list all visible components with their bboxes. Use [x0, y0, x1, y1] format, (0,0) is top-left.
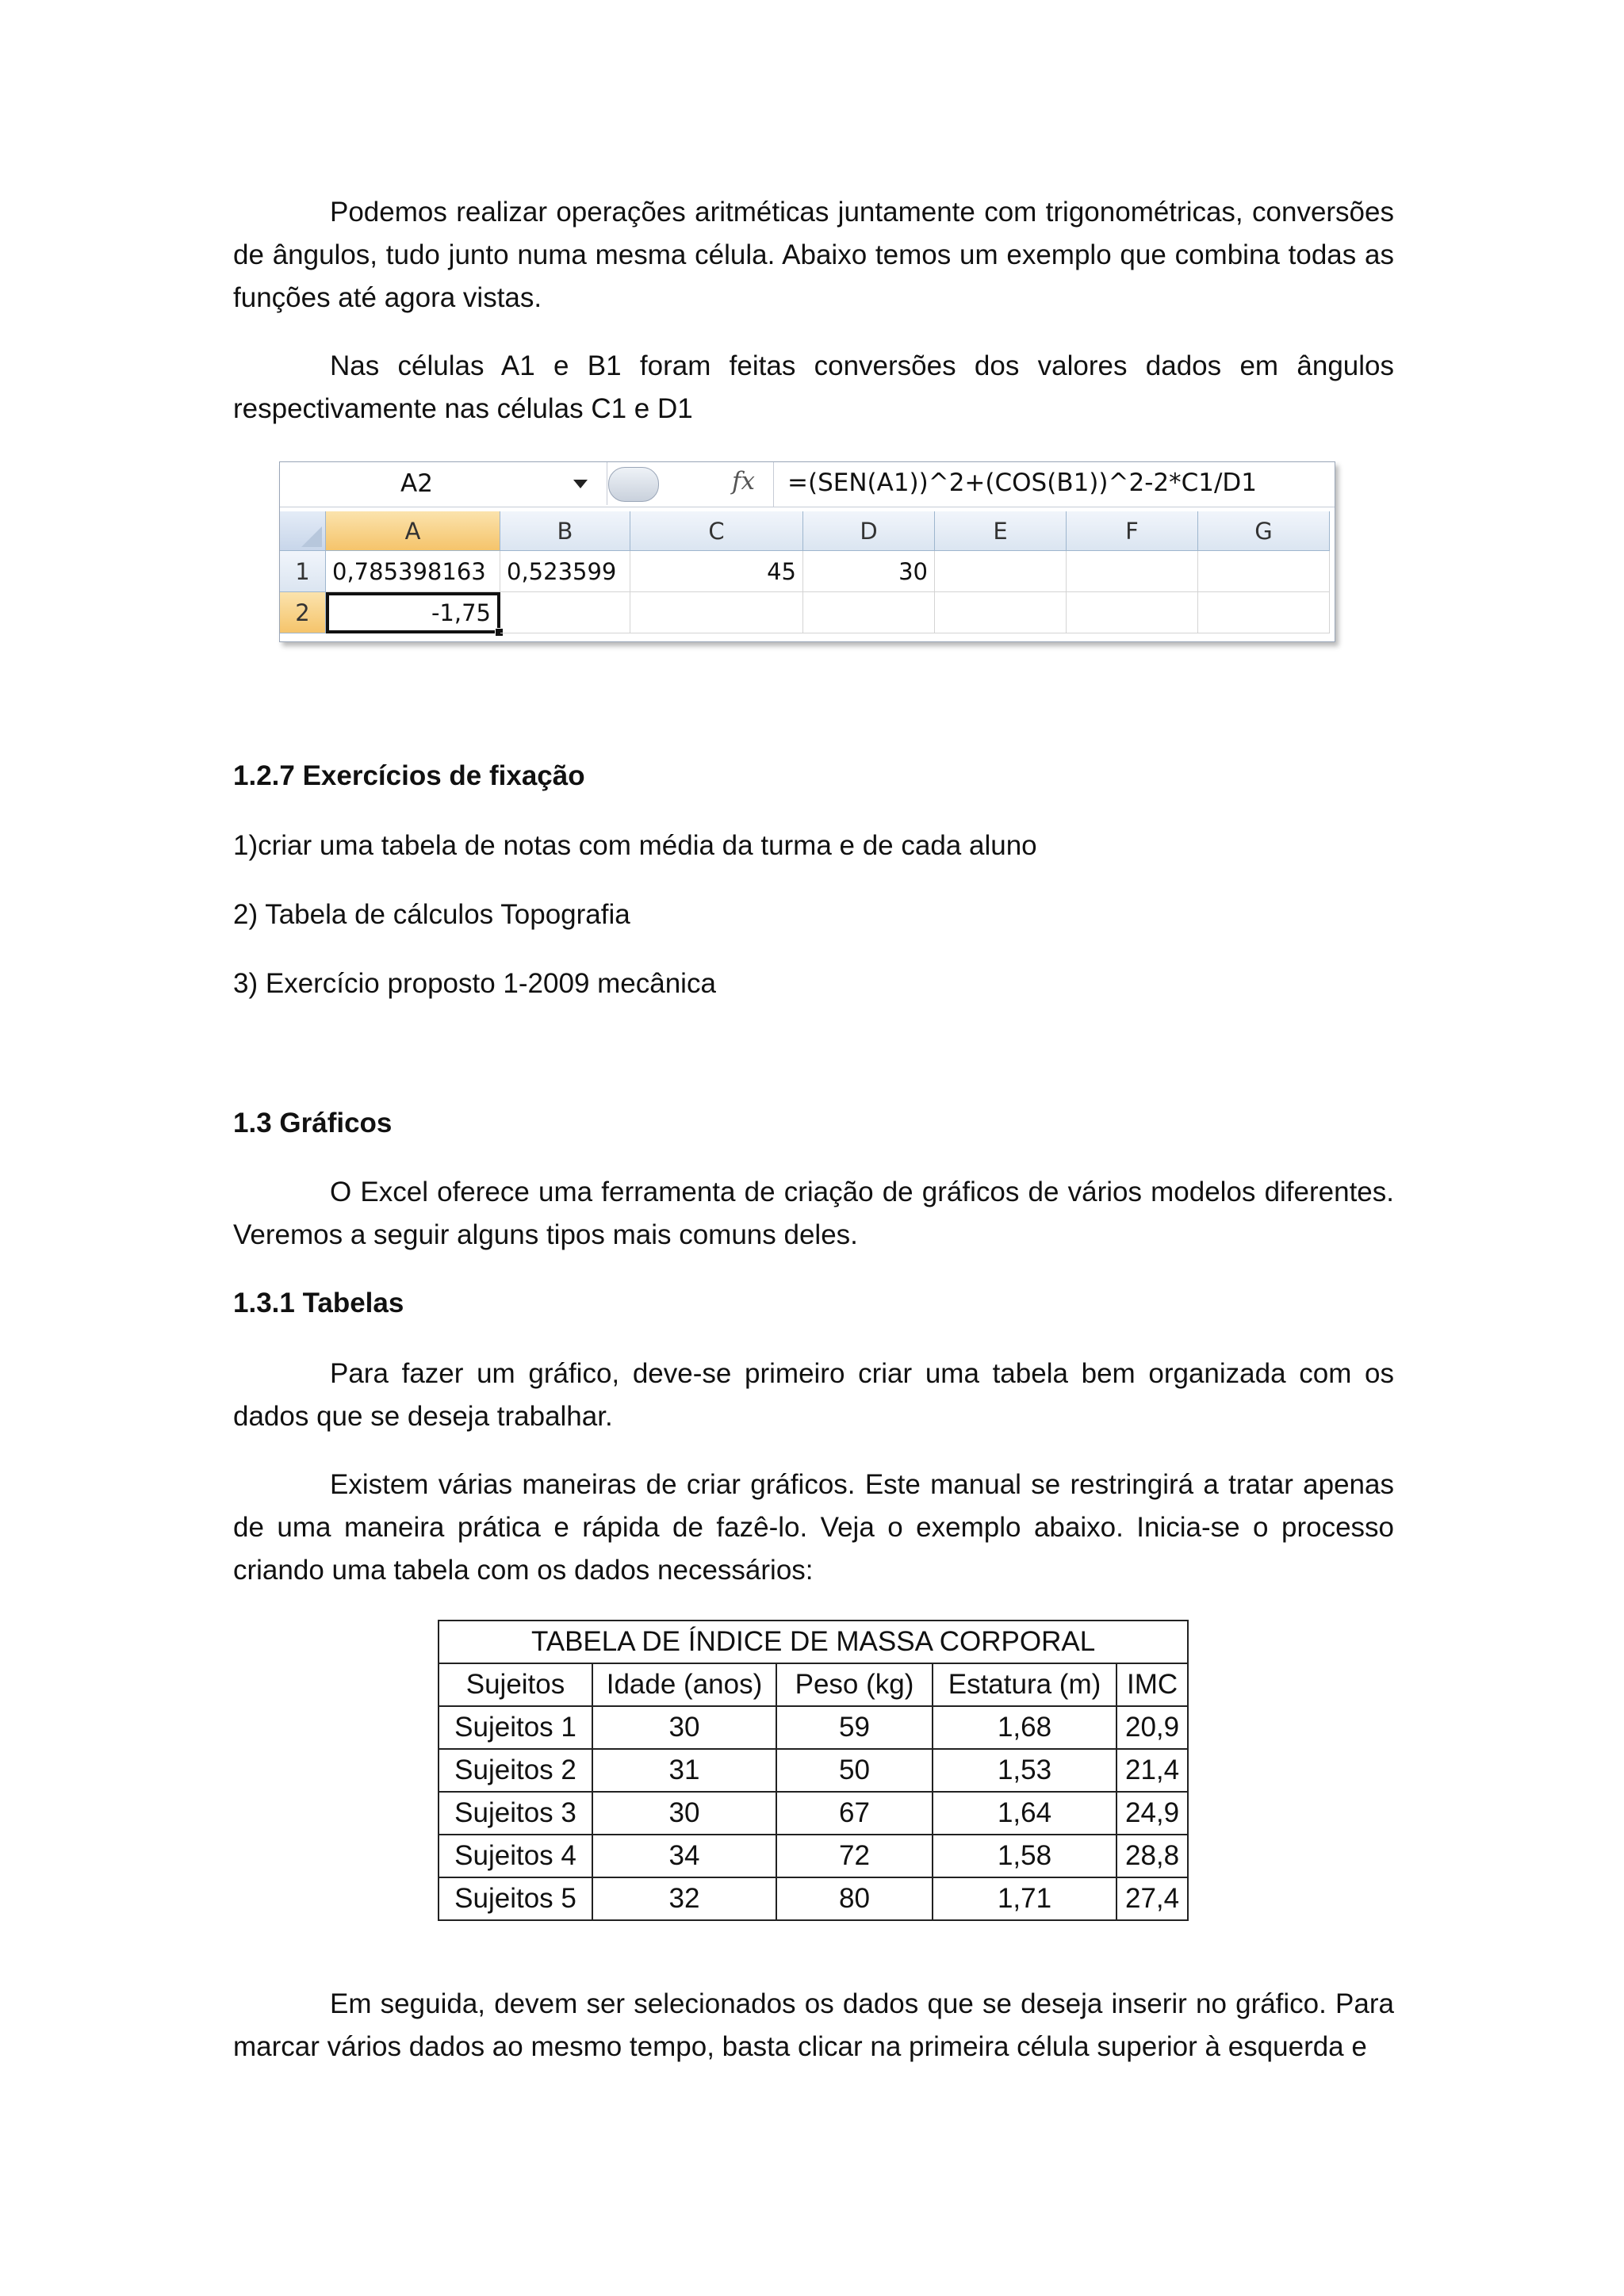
- table-cell: 1,71: [933, 1877, 1116, 1920]
- table-cell: 21,4: [1116, 1749, 1188, 1792]
- table-cell: 1,53: [933, 1749, 1116, 1792]
- column-header: Idade (anos): [592, 1663, 776, 1706]
- select-all-button[interactable]: [280, 511, 326, 551]
- table-cell: Sujeitos 3: [439, 1792, 592, 1835]
- table-cell: Sujeitos 2: [439, 1749, 592, 1792]
- cell-e1[interactable]: [935, 551, 1067, 592]
- table-cell: 1,58: [933, 1835, 1116, 1877]
- table-cell: 1,64: [933, 1792, 1116, 1835]
- cell-g2[interactable]: [1198, 592, 1330, 633]
- paragraph-selecao: Em seguida, devem ser selecionados os dados que se deseja inserir no gráfico. Para marcar vários dados ao mesmo tempo, basta clicar na primeira célula superior à esquerda e: [233, 1988, 1394, 2062]
- cell-e2[interactable]: [935, 592, 1067, 633]
- table-cell: 28,8: [1116, 1835, 1188, 1877]
- row-header-1[interactable]: 1: [280, 551, 326, 592]
- fx-icon[interactable]: fx: [732, 467, 755, 496]
- paragraph-graficos: O Excel oferece uma ferramenta de criação de gráficos de vários modelos diferentes. Veremos a seguir alguns tipos mais comuns deles.: [233, 1177, 1394, 1250]
- cell-d2[interactable]: [803, 592, 935, 633]
- column-header-a[interactable]: A: [326, 511, 500, 551]
- cell-f2[interactable]: [1067, 592, 1198, 633]
- exercise-item-1: 1)criar uma tabela de notas com média da turma e de cada aluno: [233, 830, 1037, 861]
- column-header: Sujeitos: [439, 1663, 592, 1706]
- cell-c1[interactable]: 45: [630, 551, 803, 592]
- imc-table: [438, 1620, 1189, 1921]
- divider: [773, 462, 774, 507]
- table-row: [439, 1877, 1188, 1920]
- name-box-value: A2: [400, 469, 433, 498]
- table-cell: 50: [776, 1749, 933, 1792]
- excel-screenshot: [279, 461, 1335, 642]
- table-row: [439, 1706, 1188, 1749]
- column-header: Estatura (m): [933, 1663, 1116, 1706]
- table-cell: 67: [776, 1792, 933, 1835]
- chevron-down-icon[interactable]: [573, 480, 588, 488]
- cell-g1[interactable]: [1198, 551, 1330, 592]
- name-box[interactable]: [280, 462, 607, 505]
- exercise-item-3: 3) Exercício proposto 1-2009 mecânica: [233, 968, 716, 999]
- table-cell: 32: [592, 1877, 776, 1920]
- resize-handle-icon[interactable]: [608, 467, 659, 502]
- table-header-row: [439, 1663, 1188, 1706]
- heading-exercises: 1.2.7 Exercícios de fixação: [233, 760, 585, 791]
- heading-graficos: 1.3 Gráficos: [233, 1108, 393, 1138]
- column-header-e[interactable]: E: [935, 511, 1067, 551]
- paragraph-maneiras: Existem várias maneiras de criar gráficos. Este manual se restringirá a tratar apenas de uma maneira prática e rápida de fazê-lo. Veja o exemplo abaixo. Inicia-se o processo criando uma tabela com os dados necessários:: [233, 1469, 1394, 1586]
- table-cell: Sujeitos 4: [439, 1835, 592, 1877]
- cell-d1[interactable]: 30: [803, 551, 935, 592]
- formula-input[interactable]: =(SEN(A1))^2+(COS(B1))^2-2*C1/D1: [787, 469, 1258, 497]
- table-cell: 31: [592, 1749, 776, 1792]
- column-header-c[interactable]: C: [630, 511, 803, 551]
- table-cell: 27,4: [1116, 1877, 1188, 1920]
- table-cell: Sujeitos 5: [439, 1877, 592, 1920]
- paragraph-tabela-intro: Para fazer um gráfico, deve-se primeiro criar uma tabela bem organizada com os dados que se deseja trabalhar.: [233, 1358, 1394, 1432]
- table-cell: 1,68: [933, 1706, 1116, 1749]
- formula-bar: [280, 462, 1335, 507]
- cell-c2[interactable]: [630, 592, 803, 633]
- table-title-row: [439, 1621, 1188, 1663]
- table-cell: 72: [776, 1835, 933, 1877]
- cell-f1[interactable]: [1067, 551, 1198, 592]
- cell-a1[interactable]: 0,785398163: [326, 551, 500, 592]
- table-title: TABELA DE ÍNDICE DE MASSA CORPORAL: [439, 1621, 1188, 1663]
- column-header-b[interactable]: B: [500, 511, 630, 551]
- table-row: [439, 1792, 1188, 1835]
- table-cell: 59: [776, 1706, 933, 1749]
- exercise-item-2: 2) Tabela de cálculos Topografia: [233, 899, 630, 930]
- table-cell: 34: [592, 1835, 776, 1877]
- table-cell: 20,9: [1116, 1706, 1188, 1749]
- table-row: [439, 1835, 1188, 1877]
- table-cell: Sujeitos 1: [439, 1706, 592, 1749]
- table-cell: 30: [592, 1792, 776, 1835]
- column-header-f[interactable]: F: [1067, 511, 1198, 551]
- table-row: [439, 1749, 1188, 1792]
- cell-b2[interactable]: [500, 592, 630, 633]
- column-header: IMC: [1116, 1663, 1188, 1706]
- cell-b1[interactable]: 0,523599: [500, 551, 630, 592]
- paragraph-intro: Podemos realizar operações aritméticas juntamente com trigonométricas, conversões de ângulos, tudo junto numa mesma célula. Abaixo temos um exemplo que combina todas as funções até agora vistas.: [233, 197, 1394, 313]
- table-cell: 80: [776, 1877, 933, 1920]
- column-header: Peso (kg): [776, 1663, 933, 1706]
- heading-tabelas: 1.3.1 Tabelas: [233, 1288, 404, 1318]
- paragraph-conversions: Nas células A1 e B1 foram feitas conversões dos valores dados em ângulos respectivamente nas células C1 e D1: [233, 350, 1394, 424]
- row-header-2[interactable]: 2: [280, 592, 326, 633]
- cell-a2[interactable]: -1,75: [326, 592, 500, 633]
- table-cell: 24,9: [1116, 1792, 1188, 1835]
- column-header-g[interactable]: G: [1198, 511, 1330, 551]
- table-cell: 30: [592, 1706, 776, 1749]
- column-header-d[interactable]: D: [803, 511, 935, 551]
